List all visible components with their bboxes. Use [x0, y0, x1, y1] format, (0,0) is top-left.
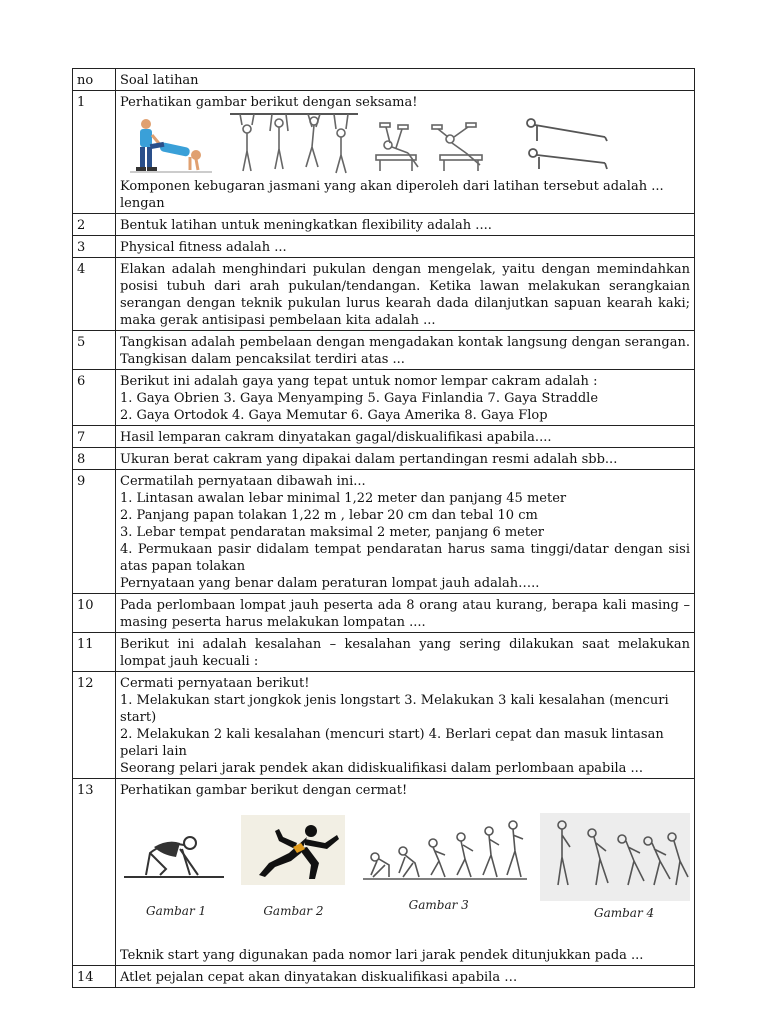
- question-cell: [116, 779, 695, 966]
- push-up-exercise-image: [517, 115, 612, 175]
- table-row: [73, 470, 695, 594]
- question-text: Berikut ini adalah gaya yang tepat untuk nomor lempar cakram adalah :: [120, 374, 598, 389]
- sprint-start-silhouette-image: [239, 813, 347, 903]
- row-number: 7: [73, 426, 116, 448]
- question-title: Perhatikan gambar berikut dengan cermat!: [120, 783, 408, 798]
- figure-caption: Gambar 4: [593, 906, 655, 920]
- header-no: no: [73, 69, 116, 91]
- question-text: Physical fitness adalah ...: [116, 236, 695, 258]
- table-row: [73, 966, 695, 988]
- table-header-row: [73, 69, 695, 91]
- row-number: 12: [73, 672, 116, 779]
- table-row: [73, 236, 695, 258]
- row-number: 8: [73, 448, 116, 470]
- question-text: Pada perlombaan lompat jauh peserta ada 8 orang atau kurang, berapa kali masing – masing peserta harus melakukan lompatan ....: [116, 594, 695, 633]
- question-text: Teknik start yang digunakan pada nomor lari jarak pendek ditunjukkan pada ...: [120, 948, 644, 963]
- table-row: [73, 426, 695, 448]
- header-question: Soal latihan: [116, 69, 695, 91]
- question-cell: [116, 672, 695, 779]
- question-text: Bentuk latihan untuk meningkatkan flexibility adalah ....: [116, 214, 695, 236]
- exercise-table: [72, 68, 695, 988]
- question-intro: Cermati pernyataan berikut!: [120, 676, 310, 691]
- dumbbell-exercise-image: [368, 115, 503, 175]
- table-row: [73, 91, 695, 214]
- statement: 2. Panjang papan tolakan 1,22 m , lebar 20 cm dan tebal 10 cm: [120, 508, 538, 523]
- table-row: [73, 672, 695, 779]
- row-number: 3: [73, 236, 116, 258]
- row-number: 11: [73, 633, 116, 672]
- table-row: [73, 370, 695, 426]
- statement: 4. Permukaan pasir didalam tempat pendaratan harus sama tinggi/datar dengan sisi atas papan tolakan: [120, 542, 690, 574]
- pull-up-exercise-image: [230, 111, 360, 175]
- row-number: 6: [73, 370, 116, 426]
- question-cell: [116, 370, 695, 426]
- exercise-illustrations: [120, 115, 690, 175]
- question-title: Perhatikan gambar berikut dengan seksama!: [120, 95, 418, 110]
- figure-4: [540, 813, 690, 923]
- statement: 2. Melakukan 2 kali kesalahan (mencuri start) 4. Berlari cepat dan masuk lintasan pelari lain: [120, 727, 664, 759]
- question-text: Seorang pelari jarak pendek akan didiskualifikasi dalam perlombaan apabila ...: [120, 761, 643, 776]
- statement: 3. Lebar tempat pendaratan maksimal 2 meter, panjang 6 meter: [120, 525, 545, 540]
- start-technique-figures: [120, 813, 690, 923]
- figure-caption: Gambar 3: [408, 898, 469, 912]
- option-line: 1. Gaya Obrien 3. Gaya Menyamping 5. Gaya Finlandia 7. Gaya Straddle: [120, 391, 599, 406]
- table-row: [73, 779, 695, 966]
- question-cell: [116, 91, 695, 214]
- table-row: [73, 214, 695, 236]
- wheelbarrow-exercise-image: [120, 115, 220, 175]
- figure-1: [120, 813, 228, 923]
- statement: 1. Melakukan start jongkok jenis longstart 3. Melakukan 3 kali kesalahan (mencuri start): [120, 693, 669, 725]
- row-number: 14: [73, 966, 116, 988]
- question-text: Elakan adalah menghindari pukulan dengan mengelak, yaitu dengan memindahkan posisi tubuh dari arah pukulan/tendangan. Ketika lawan melakukan serangkaian serangan dengan teknik pukulan lurus kearah dada dilanjutkan sapuan kearah kaki; maka gerak antisipasi pembelaan kita adalah ...: [116, 258, 695, 331]
- figure-2: [239, 813, 347, 923]
- question-text: Tangkisan adalah pembelaan dengan mengadakan kontak langsung dengan serangan. Tangkisan dalam pencaksilat terdiri atas ...: [116, 331, 695, 370]
- crouch-start-image: [120, 813, 228, 903]
- question-text: Hasil lemparan cakram dinyatakan gagal/diskualifikasi apabila....: [116, 426, 695, 448]
- row-number: 5: [73, 331, 116, 370]
- statement: 1. Lintasan awalan lebar minimal 1,22 meter dan panjang 45 meter: [120, 491, 567, 506]
- table-row: [73, 448, 695, 470]
- table-row: [73, 633, 695, 672]
- question-text: Berikut ini adalah kesalahan – kesalahan yang sering dilakukan saat melakukan lompat jauh kecuali :: [116, 633, 695, 672]
- table-row: [73, 594, 695, 633]
- question-text: Ukuran berat cakram yang dipakai dalam pertandingan resmi adalah sbb...: [116, 448, 695, 470]
- standing-start-sequence-image: [540, 813, 690, 901]
- table-row: [73, 331, 695, 370]
- row-number: 1: [73, 91, 116, 214]
- start-sequence-image: [359, 813, 529, 893]
- row-number: 10: [73, 594, 116, 633]
- table-row: [73, 258, 695, 331]
- figure-caption: Gambar 2: [263, 904, 324, 918]
- row-number: 13: [73, 779, 116, 966]
- figure-caption: Gambar 1: [146, 904, 207, 918]
- question-text: Atlet pejalan cepat akan dinyatakan diskualifikasi apabila …: [116, 966, 695, 988]
- option-line: 2. Gaya Ortodok 4. Gaya Memutar 6. Gaya Amerika 8. Gaya Flop: [120, 408, 548, 423]
- row-number: 9: [73, 470, 116, 594]
- figure-3: [359, 813, 529, 923]
- question-cell: [116, 470, 695, 594]
- row-number: 4: [73, 258, 116, 331]
- question-text: Pernyataan yang benar dalam peraturan lompat jauh adalah…..: [120, 576, 540, 591]
- row-number: 2: [73, 214, 116, 236]
- question-intro: Cermatilah pernyataan dibawah ini...: [120, 474, 366, 489]
- question-text: Komponen kebugaran jasmani yang akan diperoleh dari latihan tersebut adalah ... lengan: [120, 179, 664, 211]
